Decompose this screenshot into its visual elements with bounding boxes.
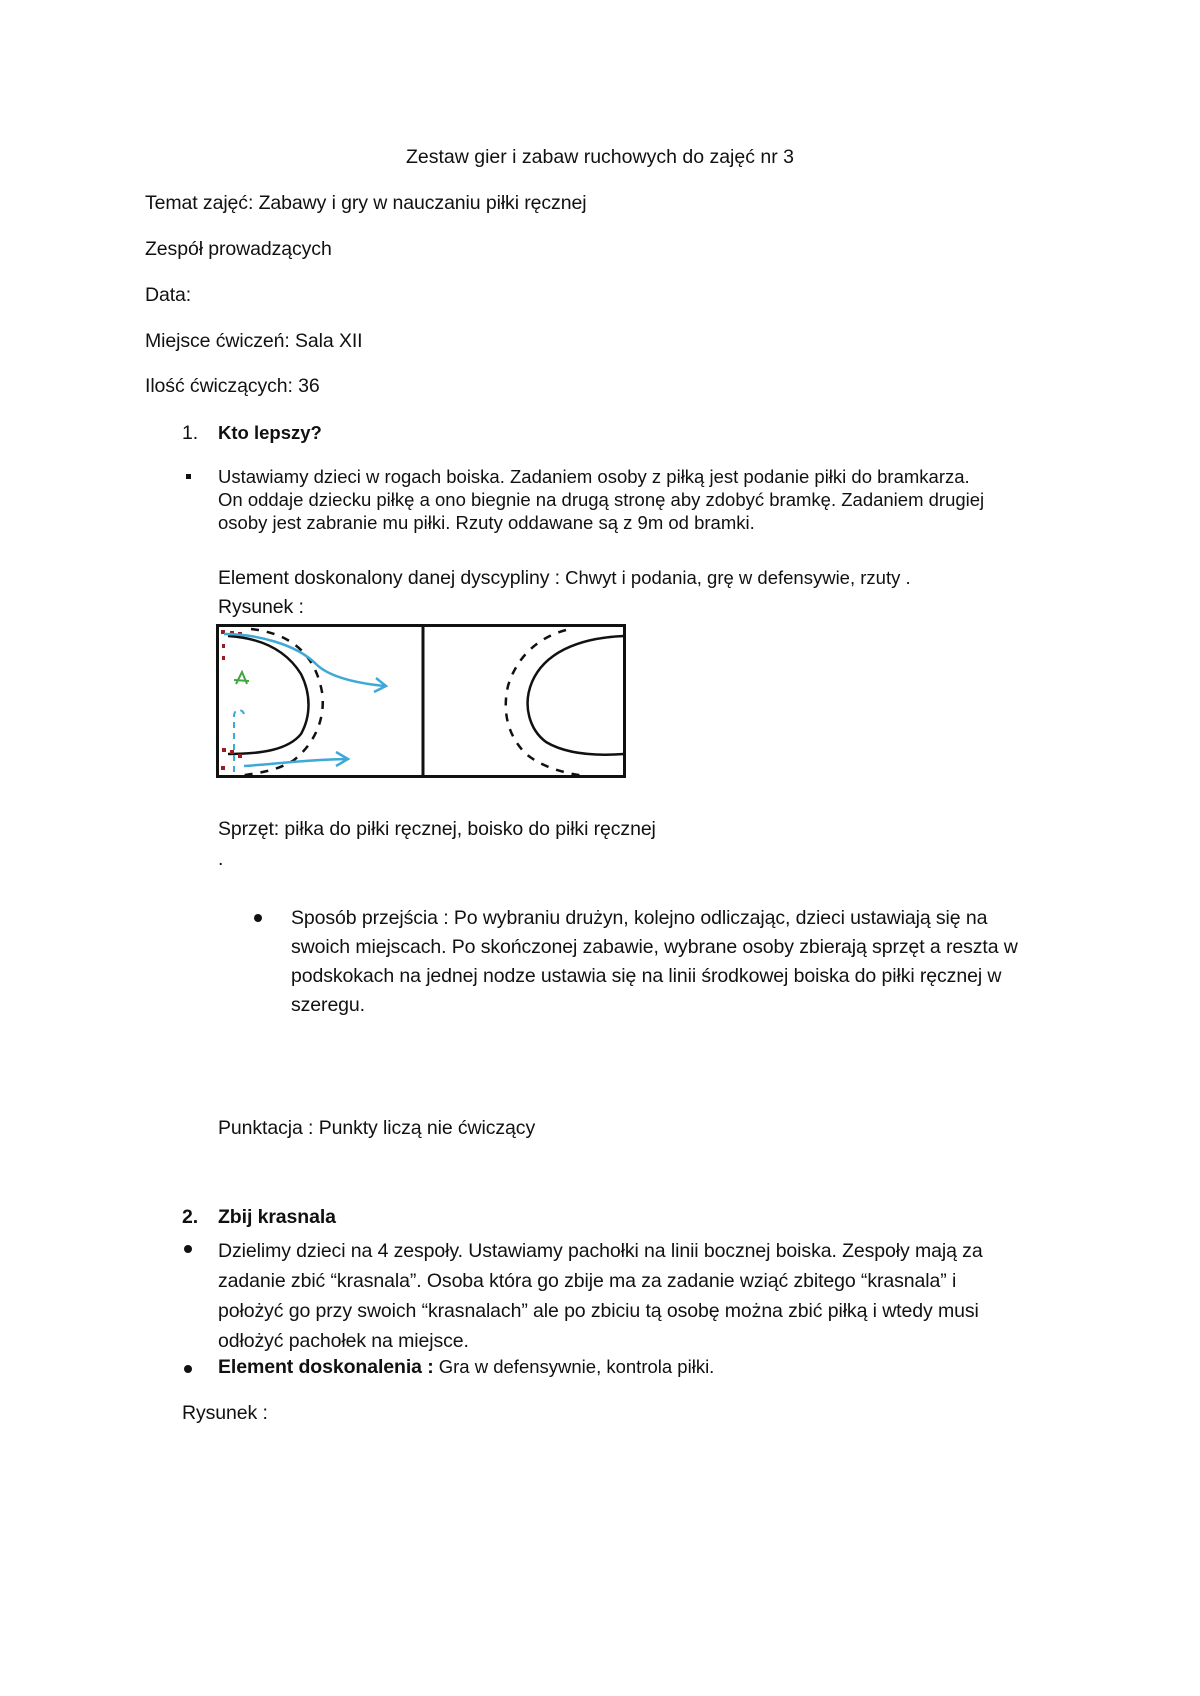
document-title: Zestaw gier i zabaw ruchowych do zajęć nr 3 (405, 146, 794, 168)
game-1-description (218, 465, 984, 534)
round-bullet (254, 914, 262, 922)
game-2-description-line: zadanie zbić “krasnala”. Osoba która go zbije ma za zadanie wziąć zbitego “krasnala” i (218, 1270, 957, 1292)
game-2-number: 2. (182, 1206, 199, 1228)
game-2-description-line: odłożyć pachołek na miejsce. (218, 1330, 469, 1352)
game-1-name: Kto lepszy? (218, 422, 322, 443)
game-1-transition-line: swoich miejscach. Po skończonej zabawie, wybrane osoby zbierają sprzęt a reszta w (291, 936, 1018, 958)
game-1-dot: . (218, 848, 224, 870)
handball-court-drawing (216, 624, 628, 780)
game-1-transition (291, 904, 1018, 1020)
right-free-throw-line (506, 630, 586, 776)
square-bullet (186, 474, 191, 479)
cone-marks (221, 630, 242, 770)
game-1-transition-line: podskokach na jednej nodze ustawia się na linii środkowej boiska do piłki ręcznej w (291, 965, 1002, 987)
game-1-description-line: osoby jest zabranie mu piłki. Rzuty oddawane są z 9m od bramki. (218, 512, 755, 533)
round-bullet (184, 1365, 192, 1373)
game-2-drawing-label: Rysunek : (182, 1402, 268, 1424)
game-1-description-line: Ustawiamy dzieci w rogach boiska. Zadaniem osoby z piłką jest podanie piłki do bramkarza. (218, 466, 970, 487)
game-1-transition-line: Sposób przejścia : Po wybraniu drużyn, kolejno odliczając, dzieci ustawiają się na (291, 907, 988, 929)
left-goal-area-line (228, 636, 309, 754)
game-2-element-label: Element doskonalenia : (218, 1356, 434, 1378)
meta-place: Miejsce ćwiczeń: Sala XII (145, 330, 363, 352)
game-1-element-value: Chwyt i podania, grę w defensywie, rzuty . (559, 567, 911, 588)
game-2-element (218, 1356, 714, 1379)
goalkeeper-mark (234, 672, 249, 684)
run-arrow-vertical (234, 710, 244, 772)
game-1-equipment: Sprzęt: piłka do piłki ręcznej, boisko do piłki ręcznej (218, 818, 656, 840)
round-bullet (184, 1245, 192, 1253)
game-1-drawing-label: Rysunek : (218, 596, 304, 618)
game-1-transition-line: szeregu. (291, 994, 365, 1016)
game-2-description (218, 1236, 983, 1356)
game-1-description-line: On oddaje dziecku piłkę a ono biegnie na drugą stronę aby zdobyć bramkę. Zadaniem drugiej (218, 489, 985, 510)
game-1-scoring: Punktacja : Punkty liczą nie ćwiczący (218, 1117, 536, 1139)
meta-topic: Temat zajęć: Zabawy i gry w nauczaniu piłki ręcznej (145, 192, 587, 214)
meta-date: Data: (145, 284, 192, 306)
game-1-element (218, 567, 911, 590)
meta-team: Zespół prowadzących (145, 238, 332, 260)
game-2-description-line: Dzielimy dzieci na 4 zespoły. Ustawiamy pachołki na linii bocznej boiska. Zespoły mają za (218, 1240, 983, 1262)
game-2-element-value: Gra w defensywnie, kontrola piłki. (433, 1356, 715, 1377)
court-outline (218, 626, 625, 777)
game-1-number: 1. (182, 422, 199, 444)
game-2-description-line: położyć go przy swoich “krasnalach” ale po zbiciu tą osobę można zbić piłką i wtedy musi (218, 1300, 979, 1322)
meta-count: Ilość ćwiczących: 36 (145, 375, 320, 397)
right-goal-area-line (528, 636, 624, 755)
game-1-element-label: Element doskonalony danej dyscypliny : (218, 567, 560, 589)
game-2-name: Zbij krasnala (218, 1206, 336, 1228)
